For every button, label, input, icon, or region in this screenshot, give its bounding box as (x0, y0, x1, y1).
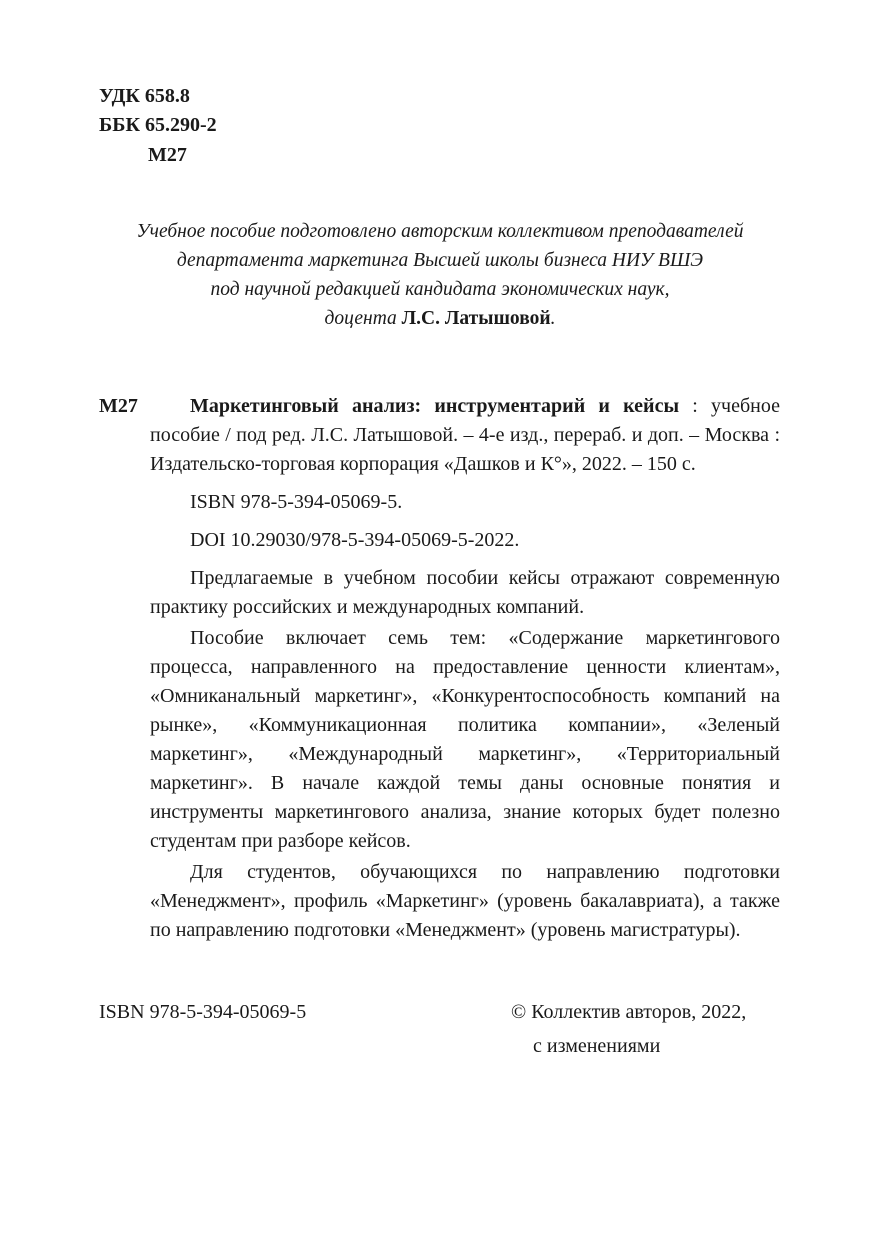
annotation-paragraph: Предлагаемые в учебном пособии кейсы отражают современную практику российских и международных компаний. (150, 567, 780, 618)
entry-author-mark: М27 (99, 395, 138, 417)
entry-doi: DOI 10.29030/978-5-394-05069-5-2022. (190, 529, 520, 551)
udk-code: УДК 658.8 (99, 85, 190, 107)
bbk-code: ББК 65.290-2 (99, 114, 217, 136)
entry-description (150, 392, 780, 479)
annotation-paragraph: Пособие включает семь тем: «Содержание маркетингового процесса, направленного на предоставление ценности клиентам», «Омниканальный маркетинг», «Конкурентоспособность компаний на рынке», «Коммуникационная политика компании», «Зеленый маркетинг», «Международный маркетинг», «Территориальный маркетинг». В начале каждой темы даны основные понятия и инструменты маркетингового анализа, знание которых будет полезно студентам при разборе кейсов. (150, 627, 780, 852)
preparation-line: Учебное пособие подготовлено авторским коллективом преподавателей (136, 221, 744, 242)
footer-isbn: ISBN 978-5-394-05069-5 (99, 1001, 307, 1023)
bibliographic-entry (150, 392, 780, 945)
editor-name: Л.С. Латышовой (401, 308, 551, 329)
copyright (511, 998, 746, 1061)
preparation-line (95, 304, 785, 333)
preparation-line: департамента маркетинга Высшей школы бизнеса НИУ ВШЭ (176, 250, 704, 271)
preparation-line: под научной редакцией кандидата экономических наук, (210, 279, 670, 300)
preparation-prefix: доцента (324, 308, 402, 329)
copyright-line: © Коллектив авторов, 2022, (511, 1001, 747, 1023)
copyright-line: с изменениями (533, 1035, 661, 1057)
preparation-suffix: . (550, 308, 556, 329)
annotation-paragraph: Для студентов, обучающихся по направлению подготовки «Менеджмент», профиль «Маркетинг» (уровень бакалавриата), а также по направлению подготовки «Менеджмент» (уровень магистратуры). (150, 861, 780, 941)
book-imprint: : учебное пособие / под ред. Л.С. Латышовой. – 4-е изд., перераб. и доп. – Москва : Издательско-торговая корпорация «Дашков и К°», 2022. – 150 с. (150, 395, 780, 475)
book-title: Маркетинговый анализ: инструментарий и кейсы (190, 395, 680, 417)
entry-isbn: ISBN 978-5-394-05069-5. (190, 491, 403, 513)
preparation-note (95, 217, 785, 333)
author-mark: М27 (148, 144, 187, 166)
